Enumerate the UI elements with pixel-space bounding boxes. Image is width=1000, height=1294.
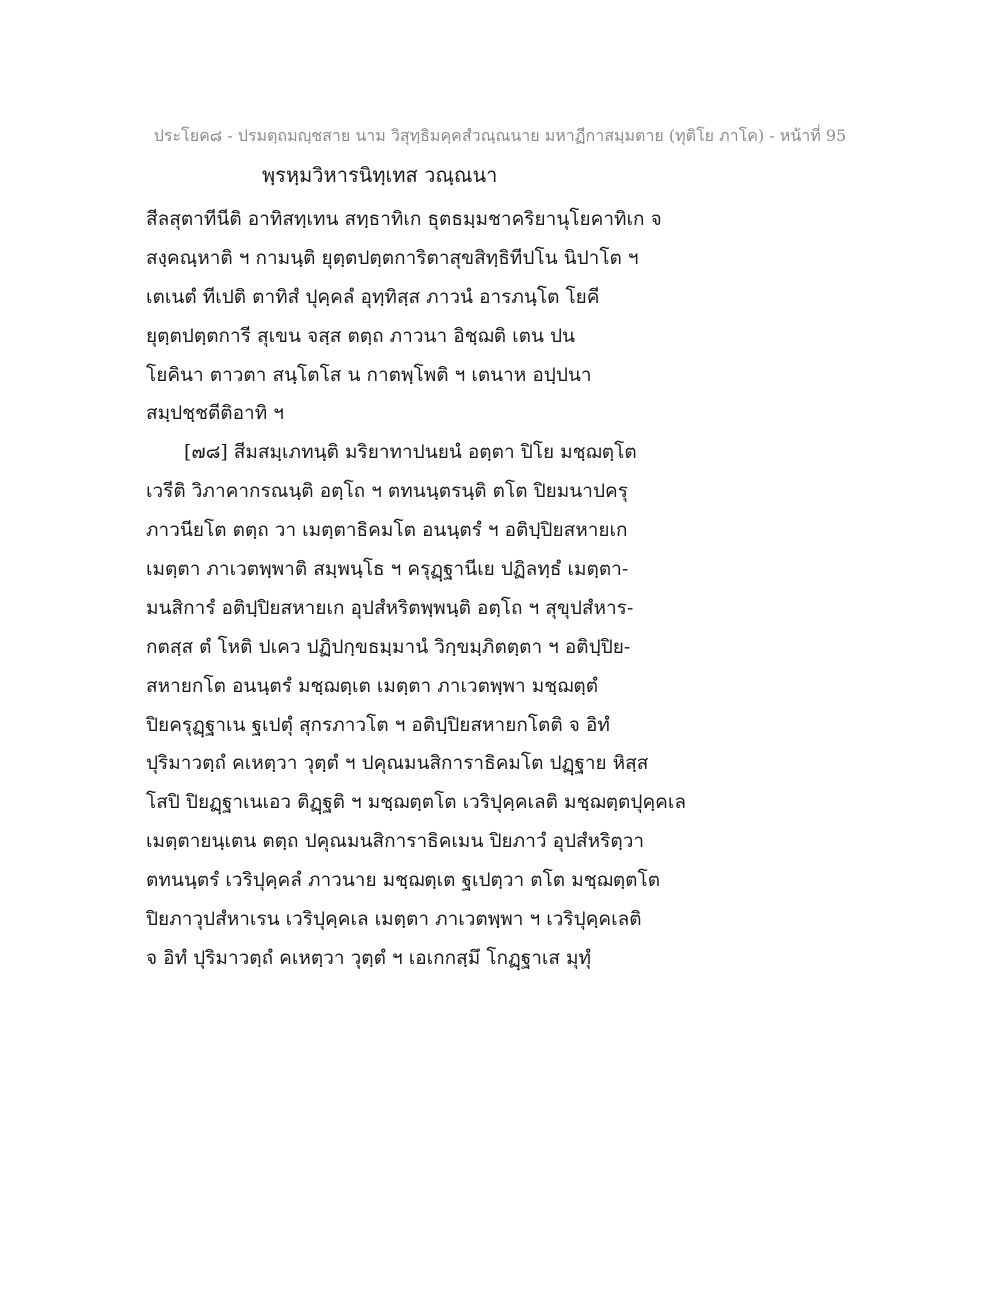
text-line: โยคินา ตาวตา สนฺโตโส น กาตพฺโพติ ฯ เตนาห อปฺปนา	[146, 363, 592, 386]
text-line: กตสฺส ตํ โหติ ปเคว ปฏิปกฺขธมฺมานํ วิกฺขมฺภิตตฺตา ฯ อติปฺปิย-	[146, 635, 631, 658]
text-line: สงฺคณฺหาติ ฯ กามนฺติ ยุตฺตปตฺตการิตาสุขสิทฺธิทีปโน นิปาโต ฯ	[146, 246, 639, 269]
text-line: ยุตฺตปตฺตการี สุเขน จสฺส ตตฺถ ภาวนา อิชฺฌติ เตน ปน	[146, 324, 576, 347]
text-line: เวรีติ วิภาคากรณนฺติ อตฺโถ ฯ ตทนนฺตรนฺติ ตโต ปิยมนาปครุ	[146, 480, 628, 503]
text-line: ภาวนียโต ตตฺถ วา เมตฺตาธิคมโต อนนฺตรํ ฯ อติปฺปิยสหายเก	[146, 519, 628, 542]
text-line: สมฺปชฺชตีติอาทิ ฯ	[146, 402, 284, 425]
text-line: สหายกโต อนนฺตรํ มชฺฌตฺเต เมตฺตา ภาเวตพฺพา มชฺฌตฺตํ	[146, 674, 599, 697]
text-line: ตทนนฺตรํ เวริปุคฺคลํ ภาวนาย มชฺฌตฺเต ฐเปตฺวา ตโต มชฺฌตฺตโต	[146, 869, 661, 892]
text-line: จ อิทํ ปุริมาวตฺถํ คเหตฺวา วุตฺตํ ฯ เอเกกสฺมึ โกฏฺฐาเส มุทุํ	[146, 946, 592, 969]
text-line: มนสิการํ อติปฺปิยสหายเก อุปสํหริตพฺพนฺติ อตฺโถ ฯ สุขุปสํหาร-	[146, 596, 634, 619]
text-line: เตเนตํ ทีเปติ ตาทิสํ ปุคฺคลํ อุทฺทิสฺส ภาวนํ อารภนฺโต โยคี	[146, 285, 600, 308]
text-line: ปิยภาวุปสํหาเรน เวริปุคฺคเล เมตฺตา ภาเวตพฺพา ฯ เวริปุคฺคเลติ	[146, 908, 642, 931]
body-text	[146, 200, 706, 978]
text-line: สีลสุตาทีนีติ อาทิสทฺเทน สทฺธาทิเก ธุตธมฺมชาคริยานุโยคาทิเก จ	[146, 208, 662, 230]
text-line: ปุริมาวตฺถํ คเหตฺวา วุตฺตํ ฯ ปคุณมนสิการาธิคมโต ปฏฺฐาย หิสฺส	[146, 752, 649, 775]
running-header: ประโยค๘ - ปรมตฺถมญฺชสาย นาม วิสุทฺธิมคฺคสํวณฺณนาย มหาฏีกาสมฺมตาย (ทุติโย ภาโค) - หน้าที่ 95	[153, 126, 847, 145]
text-line: ปิยครุฏฺฐาเน ฐเปตุํ สุกรภาวโต ฯ อติปฺปิยสหายกโตติ จ อิทํ	[146, 713, 610, 736]
text-line: เมตฺตายนฺเตน ตตฺถ ปคุณมนสิการาธิคเมน ปิยภาวํ อุปสํหริตฺวา	[146, 830, 645, 853]
text-line: เมตฺตา ภาเวตพฺพาติ สมฺพนฺโธ ฯ ครุฏฺฐานีเย ปฏิลทฺธํ เมตฺตา-	[146, 558, 629, 581]
section-title: พฺรหฺมวิหารนิทฺเทส วณฺณนา	[262, 163, 498, 187]
paragraph-start-line: [๗๘] สีมสมฺเภทนฺติ มริยาทาปนยนํ อตฺตา ปิโย มชฺฌตฺโต	[184, 441, 637, 464]
text-line: โสปิ ปิยฏฺฐาเนเอว ติฏฺฐติ ฯ มชฺฌตฺตโต เวริปุคฺคเลติ มชฺฌตฺตปุคฺคเล	[146, 791, 686, 814]
